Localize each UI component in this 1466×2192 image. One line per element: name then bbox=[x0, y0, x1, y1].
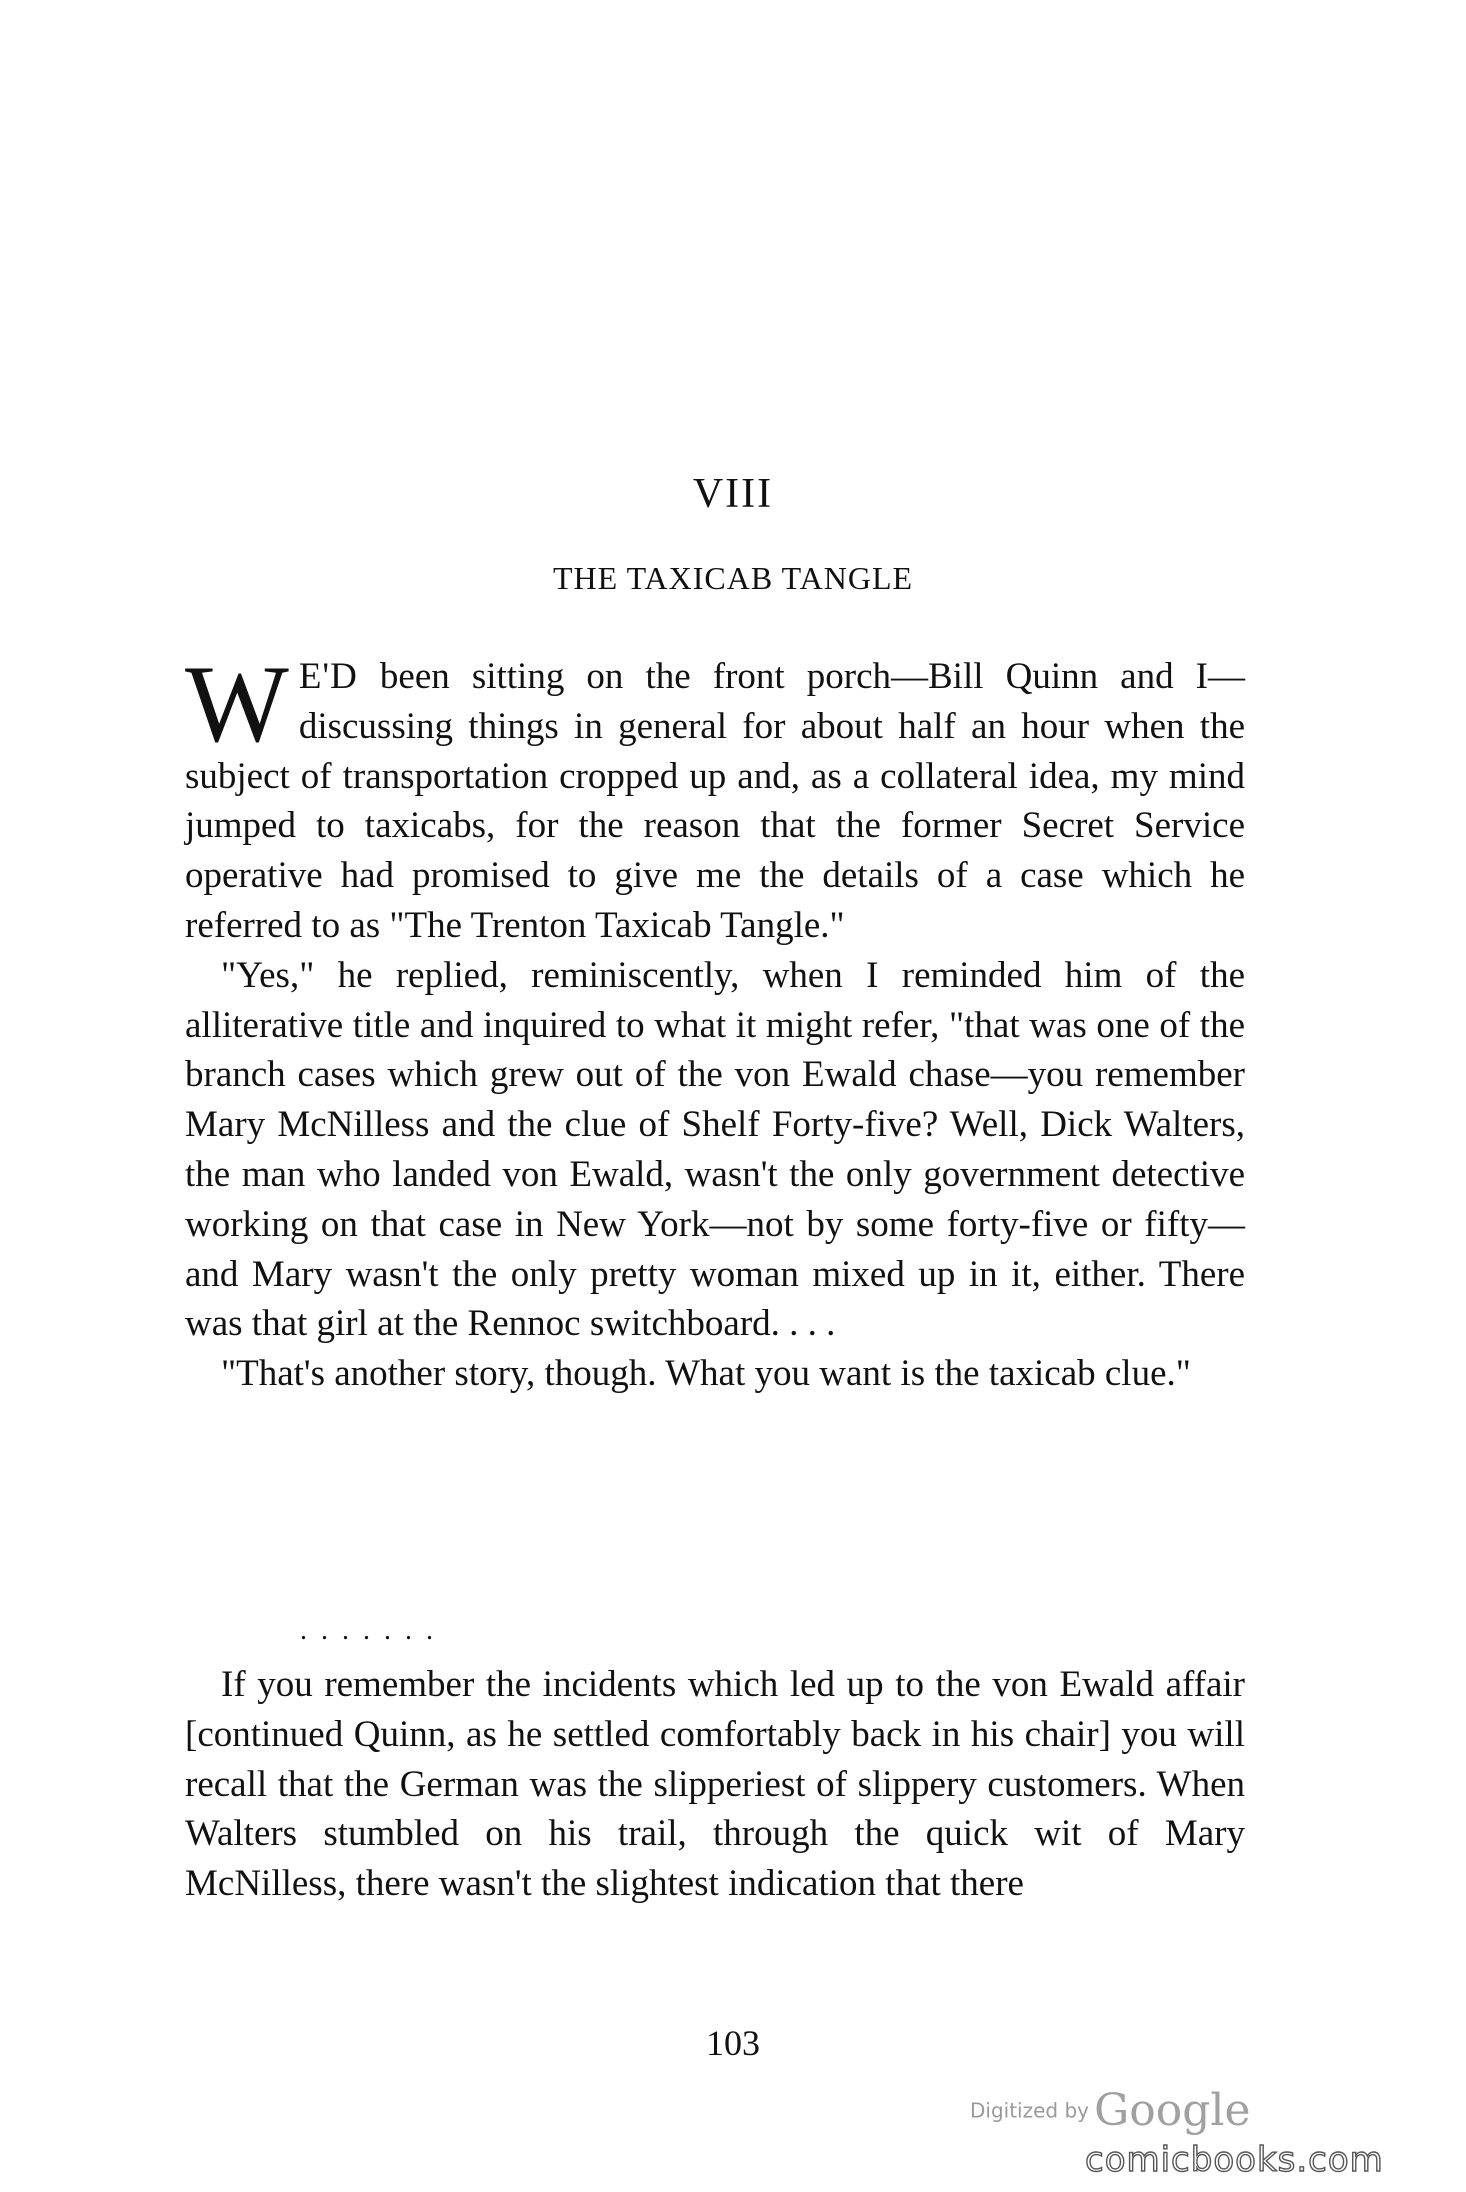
opening-paragraph bbox=[185, 643, 1245, 951]
page-number: 103 bbox=[706, 2023, 760, 2063]
paragraph-4: If you remember the incidents which led up to the von Ewald affair [continued Quinn, as he settled comfortably back in his chair] you will recall that the German was the slipperiest of slippery customers. When Walters stumbled on his trail, through the quick wit of Mary McNilless, there wasn't the slightest indication that there bbox=[185, 1664, 1245, 1905]
section-break bbox=[300, 1615, 1220, 1647]
body-text-part2 bbox=[185, 1660, 1245, 1909]
site-watermark: comicbooks.com bbox=[1085, 2140, 1384, 2180]
opening-lead: E'D bbox=[298, 656, 358, 697]
drop-cap: W bbox=[185, 643, 289, 765]
google-watermark bbox=[970, 2085, 1270, 2136]
digitized-by-label: Digitized by bbox=[970, 2098, 1089, 2123]
google-logo-text: Google bbox=[1094, 2085, 1251, 2136]
opening-text: been sitting on the front porch—Bill Quinn and I—discussing things in general for about half an hour when the subject of transportation cropped up and, as a collateral idea, my mind jumped to taxicabs, for the reason that the former Secret Service operative had promised to give me the details of a case which he referred to as "The Trenton Taxicab Tangle." bbox=[185, 656, 1245, 946]
chapter-number: VIII bbox=[692, 471, 774, 517]
paragraph-3: "That's another story, though. What you want is the taxicab clue." bbox=[221, 1353, 1191, 1395]
body-text-part1 bbox=[185, 643, 1245, 1399]
section-break-dots: . . . . . . . bbox=[300, 1615, 433, 1646]
paragraph-2: "Yes," he replied, reminiscently, when I reminded him of the alliterative title and inquired to what it might refer, "that was one of the branch cases which grew out of the von Ewald chase—you remember Mary McNilless and the clue of Shelf Forty-five? Well, Dick Walters, the man who landed von Ewald, wasn't the only government detective working on that case in New York—not by some forty-five or fifty—and Mary wasn't the only pretty woman mixed up in it, either. There was that girl at the Rennoc switchboard. . . . bbox=[185, 954, 1245, 1345]
chapter-title: THE TAXICAB TANGLE bbox=[552, 560, 914, 596]
